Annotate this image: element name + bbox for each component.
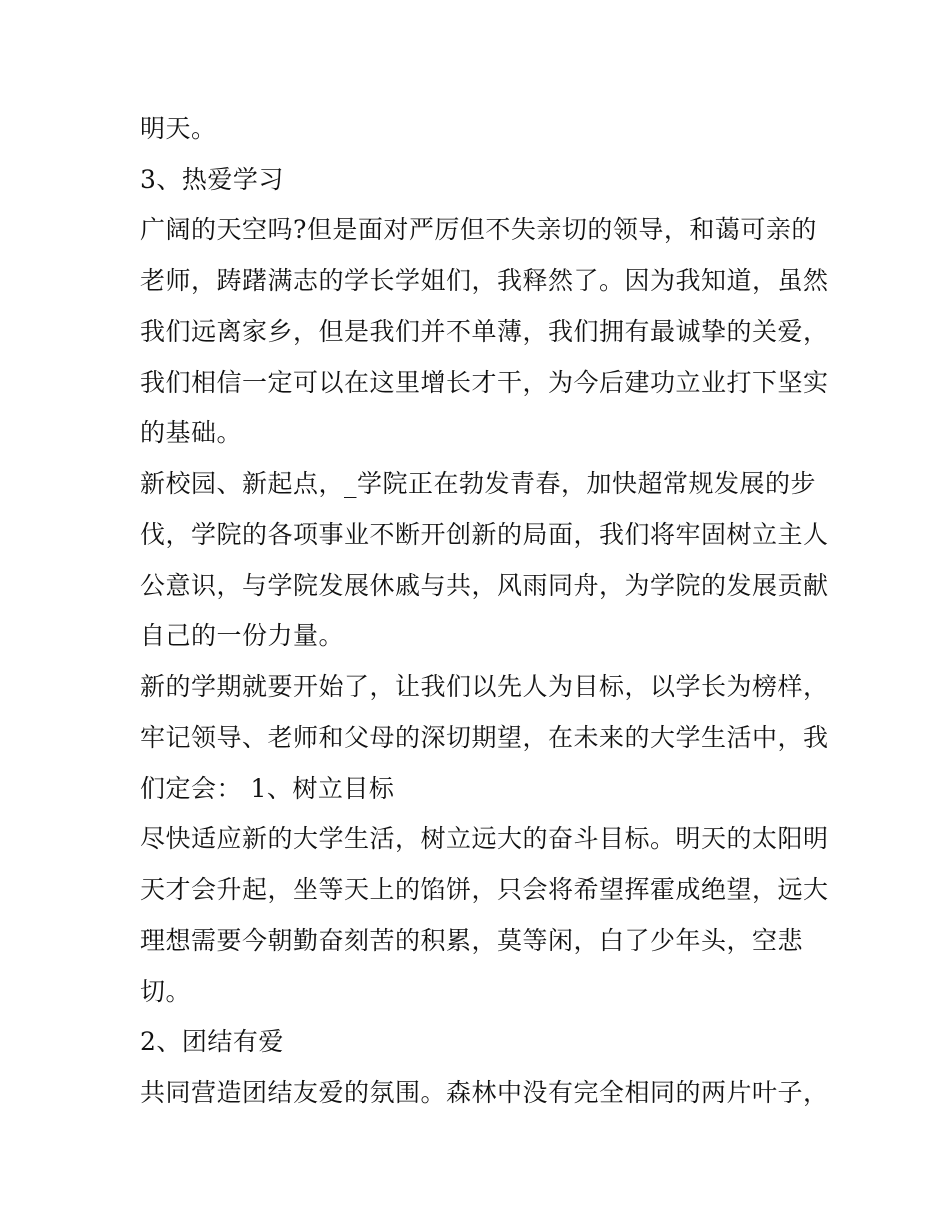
text-line: 我们远离家乡，但是我们并不单薄，我们拥有最诚挚的关爱，: [140, 317, 829, 346]
text-line: 们定会： 1、树立目标: [140, 774, 395, 803]
section-heading: 2、团结有爱: [140, 1027, 284, 1056]
text-line: 理想需要今朝勤奋刻苦的积累，莫等闲，白了少年头，空悲: [140, 926, 804, 955]
text-line: 的基础。: [140, 418, 243, 447]
text-line: 公意识，与学院发展休戚与共，风雨同舟，为学院的发展贡献: [140, 571, 829, 600]
text-line: 明天。: [140, 114, 217, 143]
text-line: 尽快适应新的大学生活，树立远大的奋斗目标。明天的太阳明: [140, 824, 829, 853]
text-line: 天才会升起，坐等天上的馅饼，只会将希望挥霍成绝望，远大: [140, 875, 829, 904]
section-heading: 3、热爱学习: [140, 165, 284, 194]
text-line: 切。: [140, 977, 192, 1006]
text-line: 我们相信一定可以在这里增长才干，为今后建功立业打下坚实: [140, 368, 829, 397]
text-line: 广阔的天空吗?但是面对严厉但不失亲切的领导，和蔼可亲的: [140, 215, 817, 244]
text-line: 共同营造团结友爱的氛围。森林中没有完全相同的两片叶子，: [140, 1078, 829, 1107]
text-line: 牢记领导、老师和父母的深切期望，在未来的大学生活中，我: [140, 723, 829, 752]
text-line: 新校园、新起点，_学院正在勃发青春，加快超常规发展的步: [140, 469, 817, 498]
text-line: 老师，踌躇满志的学长学姐们，我释然了。因为我知道，虽然: [140, 266, 829, 295]
text-line: 自己的一份力量。: [140, 621, 345, 650]
text-line: 伐，学院的各项事业不断开创新的局面，我们将牢固树立主人: [140, 520, 829, 549]
text-line: 新的学期就要开始了，让我们以先人为目标，以学长为榜样，: [140, 672, 829, 701]
